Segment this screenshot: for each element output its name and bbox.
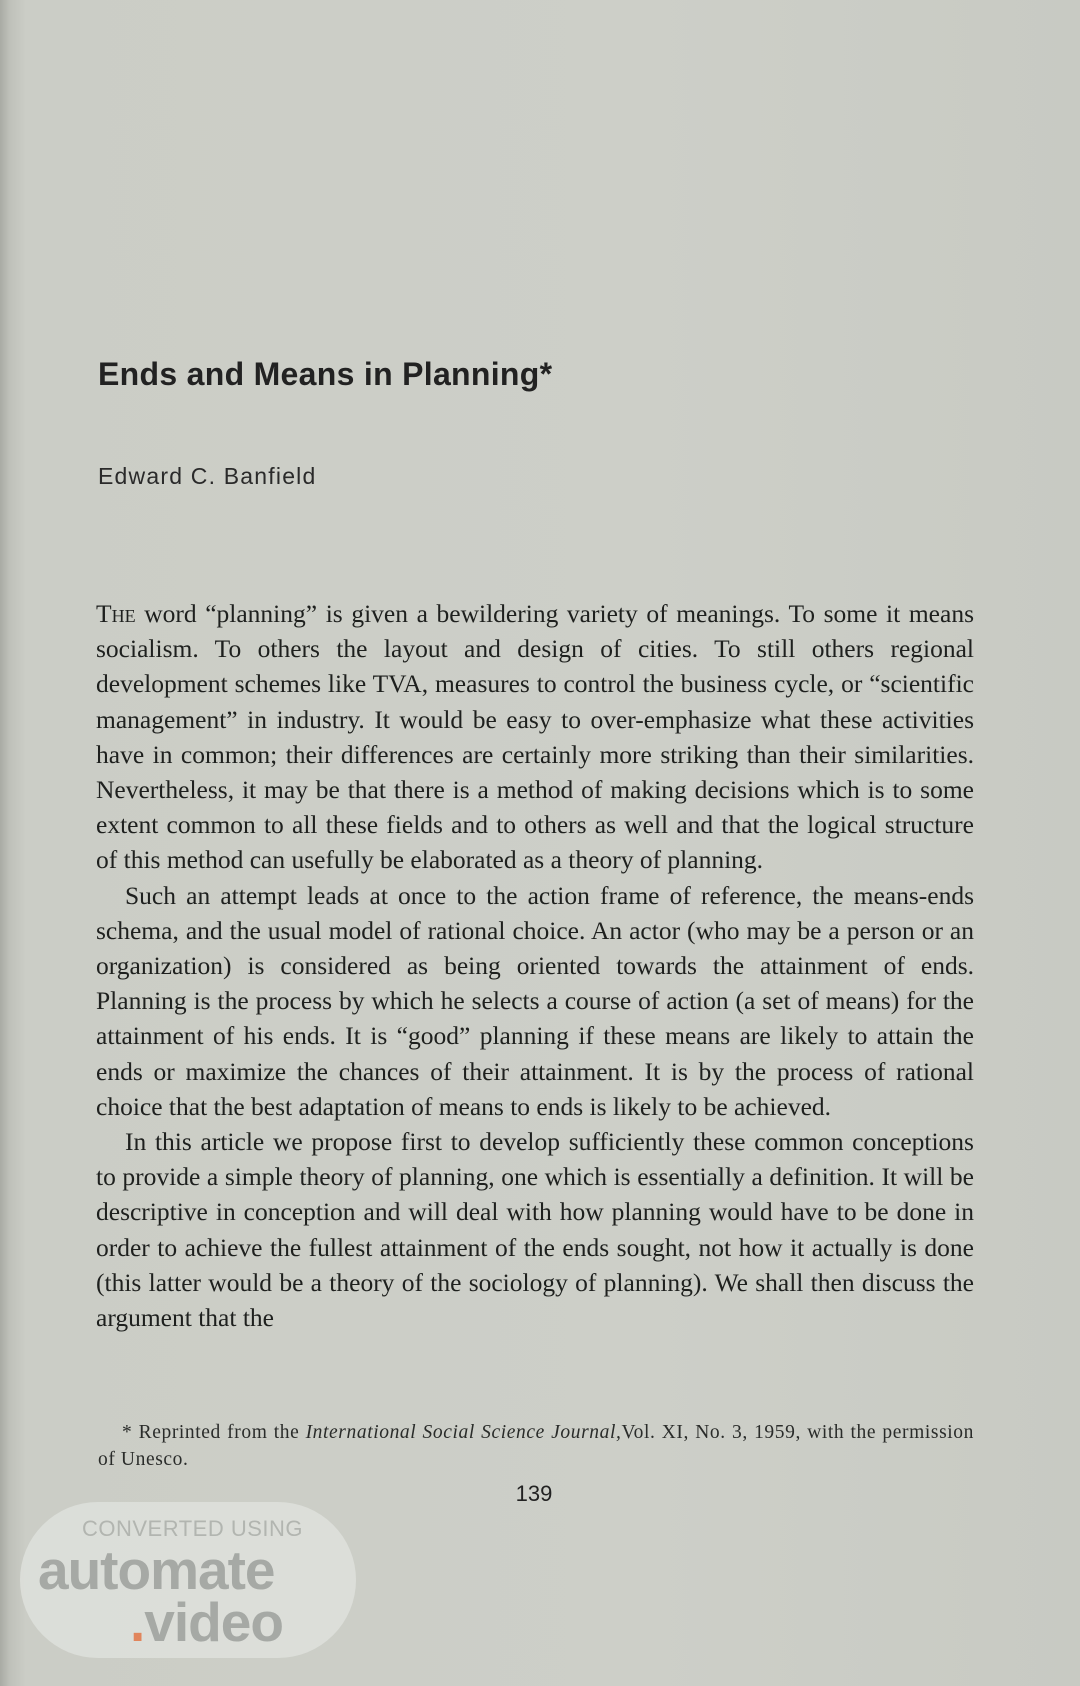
page-number: 139 — [515, 1481, 553, 1506]
article-title: Ends and Means in Planning* — [98, 356, 553, 392]
watermark-badge — [20, 1502, 356, 1658]
paragraph-2: Such an attempt leads at once to the action frame of reference, the means-ends schema, and the usual model of rational choice. An actor (who may be a person or an organization) is considered as being oriented towards the attainment of ends. Planning is the process by which he selects a course of action (a set of means) for the attainment of his ends. It is “good” planning if these means are likely to attain the ends or maximize the chances of their attainment. It is by the process of rational choice that the best adaptation of means to ends is likely to be achieved. — [96, 880, 974, 1121]
watermark-dot: . — [130, 1591, 145, 1653]
footnote-marker: * — [122, 1422, 139, 1443]
watermark-brand: automate — [38, 1539, 275, 1601]
footnote-suffix: Vol. XI, No. 3, 1959, with the permission of Unesco. — [98, 1422, 974, 1470]
watermark-caption: CONVERTED USING — [82, 1516, 304, 1541]
paragraph-1-text: word “planning” is given a bewildering variety of meanings. To some it means socialism. To others the layout and design of cities. To still others regional development schemes like TVA, measures to control the business cycle, or “scientific management” in industry. It would be easy to over-emphasize what these activities have in common; their differences are certainly more striking than their similarities. Nevertheless, it may be that there is a method of making decisions which is to some extent common to all these fields and to others as well and that the logical structure of this method can usefully be elaborated as a theory of planning. — [96, 599, 974, 875]
footnote-prefix: Reprinted from the — [138, 1422, 306, 1443]
drop-word: The — [96, 599, 136, 628]
footnote-journal: International Social Science Journal, — [305, 1422, 622, 1443]
article-body — [96, 596, 974, 1335]
watermark-domain-text: video — [144, 1591, 283, 1653]
footnote — [98, 1419, 974, 1473]
watermark-domain — [130, 1590, 283, 1654]
paragraph-3: In this article we propose first to develop sufficiently these common conceptions to provide a simple theory of planning, one which is essentially a definition. It will be descriptive in conception and will deal with how planning would have to be done in order to achieve the fullest attainment of the ends sought, not how it actually is done (this latter would be a theory of the sociology of planning). We shall then discuss the argument that the — [96, 1127, 974, 1333]
article-author: Edward C. Banfield — [98, 463, 317, 489]
paragraph-1 — [96, 596, 974, 878]
